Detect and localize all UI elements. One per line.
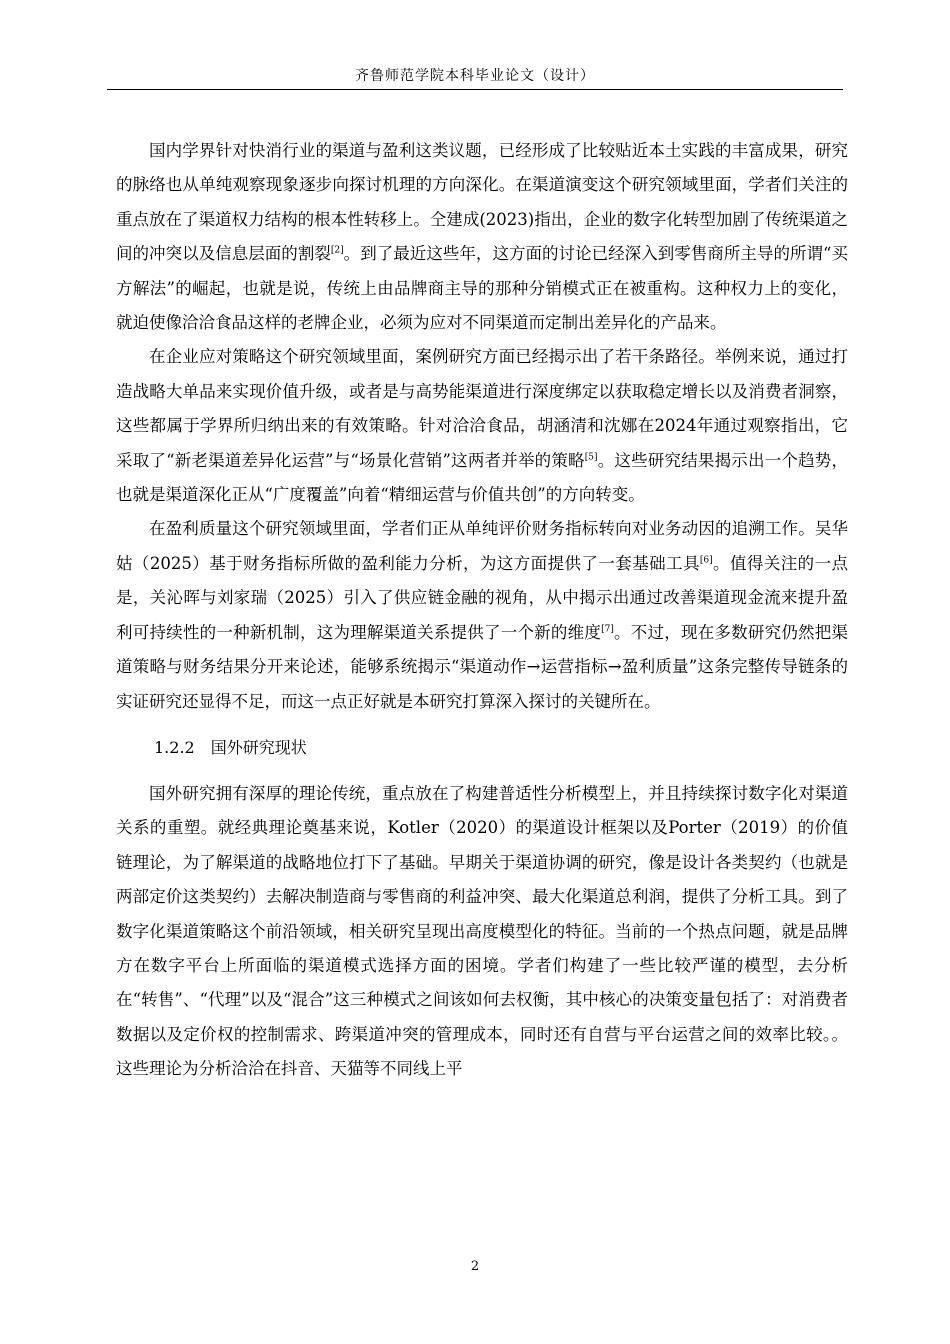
paragraph-2-text-a: 在企业应对策略这个研究领域里面，案例研究方面已经揭示出了若干条路径。举例来说，通过打造战略大单品来实现价值升级，或者是与高势能渠道进行深度绑定以获取稳定增长以及消费者洞察，这些都属于学界所归纳出来的有效策略。针对洽洽食品，胡涵清和沈娜在2024年通过观察指出，它采取了“新老渠道差异化运营”与“场景化营销”这两者并举的策略 bbox=[116, 347, 848, 470]
section-number: 1.2.2 bbox=[154, 737, 195, 757]
paragraph-2 bbox=[116, 340, 848, 512]
paragraph-2-text-b: 。这些研究结果揭示出一个趋势，也就是渠道深化正从“广度覆盖”向着“精细运营与价值共创”的方向转变。 bbox=[116, 450, 849, 505]
paragraph-1 bbox=[116, 134, 848, 340]
citation-5: [5] bbox=[584, 452, 598, 463]
paragraph-3-text-c: 。不过，现在多数研究仍然把渠道策略与财务结果分开来论述，能够系统揭示“渠道动作→运营指标→盈利质量”这条完整传导链条的实证研究还显得不足，而这一点正好就是本研究打算深入探讨的关键所在。 bbox=[116, 622, 849, 711]
citation-7: [7] bbox=[601, 624, 614, 635]
paragraph-1-text-a: 国内学界针对快消行业的渠道与盈利这类议题，已经形成了比较贴近本土实践的丰富成果，研究的脉络也从单纯观察现象逐步向探讨机理的方向深化。在渠道演变这个研究领域里面，学者们关注的重点放在了渠道权力结构的根本性转移上。仝建成(2023)指出，企业的数字化转型加剧了传统渠道之间的冲突以及信息层面的割裂 bbox=[116, 141, 848, 264]
paragraph-1-text-b: 。到了最近这些年，这方面的讨论已经深入到零售商所主导的所谓“买方解法”的崛起，也就是说，传统上由品牌商主导的那种分销模式正在被重构。这种权力上的变化，就迫使像洽洽食品这样的老牌企业，必须为应对不同渠道而定制出差异化的产品来。 bbox=[116, 244, 849, 333]
document-body bbox=[116, 134, 848, 1087]
paragraph-3-text-a: 在盈利质量这个研究领域里面，学者们正从单纯评价财务指标转向对业务动因的追溯工作。吴华姑（2025）基于财务指标所做的盈利能力分析，为这方面提供了一套基础工具 bbox=[116, 519, 848, 573]
citation-2: [2] bbox=[330, 245, 344, 256]
paragraph-3-text-b: 。值得关注的一点是，关沁晖与刘家瑞（2025）引入了供应链金融的视角，从中揭示出通过改善渠道现金流来提升盈利可持续性的一种新机制，这为理解渠道关系提供了一个新的维度 bbox=[116, 553, 849, 642]
header-rule bbox=[107, 89, 843, 90]
paragraph-3 bbox=[116, 512, 848, 718]
paragraph-4-text: 国外研究拥有深厚的理论传统，重点放在了构建普适性分析模型上，并且持续探讨数字化对渠道关系的重塑。就经典理论奠基来说，Kotler（2020）的渠道设计框架以及Porter（2019）的价值链理论，为了解渠道的战略地位打下了基础。早期关于渠道协调的研究，像是设计各类契约（也就是两部定价这类契约）去解决制造商与零售商的利益冲突、最大化渠道总利润，提供了分析工具。到了数字化渠道策略这个前沿领域，相关研究呈现出高度模型化的特征。当前的一个热点问题，就是品牌方在数字平台上所面临的渠道模式选择方面的困境。学者们构建了一些比较严谨的模型，去分析在“转售”、“代理”以及“混合”这三种模式之间该如何去权衡，其中核心的决策变量包括了：对消费者数据以及定价权的控制需求、跨渠道冲突的管理成本，同时还有自营与平台运营之间的效率比较。。这些理论为分析洽洽在抖音、天猫等不同线上平 bbox=[116, 783, 848, 1079]
page-number: 2 bbox=[470, 1259, 480, 1274]
paragraph-4 bbox=[116, 777, 848, 1087]
page-header: 齐鲁师范学院本科毕业论文（设计） bbox=[355, 68, 595, 84]
citation-6: [6] bbox=[699, 555, 713, 566]
section-title: 国外研究现状 bbox=[210, 737, 307, 757]
section-heading bbox=[116, 731, 848, 765]
